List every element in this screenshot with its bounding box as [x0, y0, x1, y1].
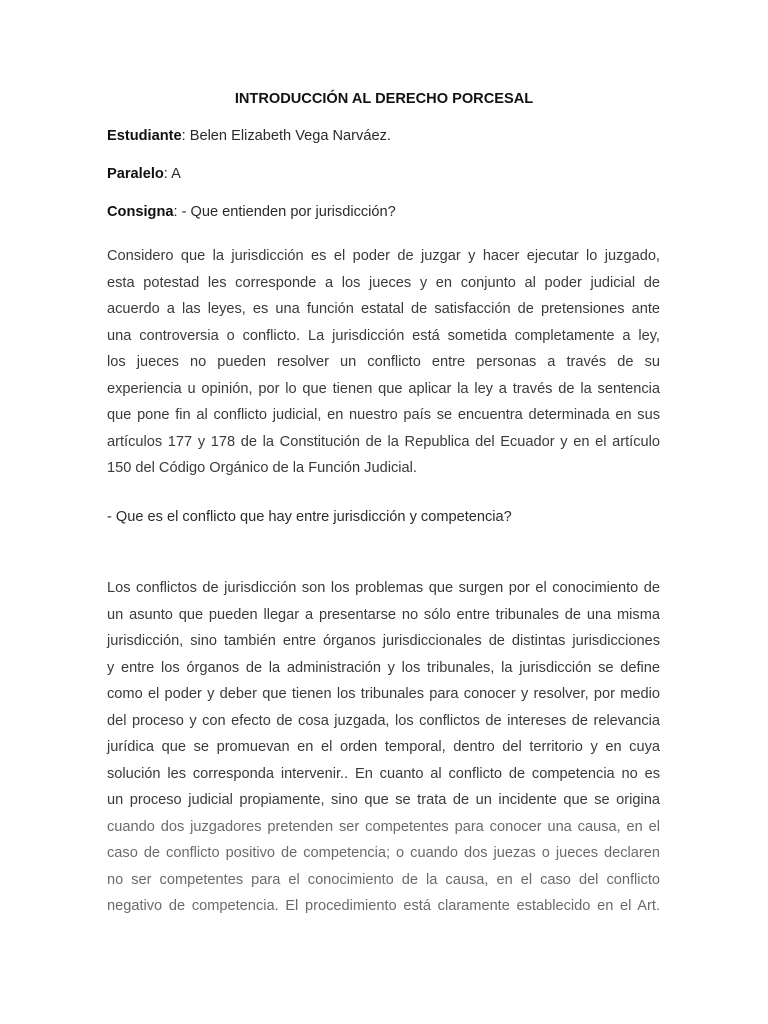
document-title: INTRODUCCIÓN AL DERECHO PORCESAL: [234, 91, 534, 107]
paragraph-line: caso de conflicto positivo de competencia; o cuando dos juezas o jueces declaren: [107, 845, 660, 861]
paragraph-line: los jueces no pueden resolver un conflicto entre personas a través de su: [107, 354, 660, 370]
paragraph-conflicto: [107, 575, 660, 920]
parallel-value: : A: [163, 166, 181, 182]
paragraph-line: experiencia u opinión, por lo que tienen que aplicar la ley a través de la sentencia: [107, 380, 660, 397]
paragraph-line: que pone fin al conflicto judicial, en nuestro país se encuentra determinada en sus: [107, 407, 660, 423]
paragraph-jurisdiccion: [107, 243, 660, 482]
paragraph-line: Considero que la jurisdicción es el poder de juzgar y hacer ejecutar lo juzgado,: [107, 248, 660, 264]
assignment-value: : - Que entienden por jurisdicción?: [173, 204, 396, 220]
assignment-label: Consigna: [107, 204, 174, 220]
paragraph-line: del proceso y con efecto de cosa juzgada, los conflictos de intereses de relevancia: [107, 712, 660, 729]
paragraph-line: solución les corresponda intervenir.. En cuanto al conflicto de competencia no es: [107, 765, 660, 782]
paragraph-line: Los conflictos de jurisdicción son los problemas que surgen por el conocimiento de: [107, 580, 660, 596]
paragraph-line: jurisdicción, sino también entre órganos jurisdiccionales de distintas jurisdicciones: [107, 633, 660, 649]
parallel-label: Paralelo: [107, 166, 164, 182]
paragraph-line: jurídica que se promuevan en el orden temporal, dentro del territorio y en cuya: [107, 739, 660, 755]
student-line: [107, 128, 391, 144]
paragraph-line: un proceso judicial propiamente, sino que se trata de un incidente que se origina: [107, 792, 660, 808]
question-conflicto: - Que es el conflicto que hay entre jurisdicción y competencia?: [107, 509, 512, 525]
student-value: : Belen Elizabeth Vega Narváez.: [181, 128, 391, 144]
paragraph-line: y entre los órganos de la administración y los tribunales, la jurisdicción se define: [107, 659, 660, 676]
paragraph-line: no ser competentes para el conocimiento de la causa, en el caso del conflicto: [107, 871, 660, 888]
paragraph-line: una controversia o conflicto. La jurisdicción está sometida completamente a ley,: [107, 327, 660, 344]
paragraph-line: artículos 177 y 178 de la Constitución de la Republica del Ecuador y en el artículo: [107, 433, 660, 450]
student-label: Estudiante: [107, 128, 182, 144]
paragraph-line: acuerdo a las leyes, es una función estatal de satisfacción de pretensiones ante: [107, 301, 660, 317]
paragraph-line: cuando dos juzgadores pretenden ser competentes para conocer una causa, en el: [107, 818, 660, 835]
paragraph-line: como el poder y deber que tienen los tribunales para conocer y resolver, por medio: [107, 686, 660, 702]
assignment-line: [107, 204, 396, 220]
paragraph-line: esta potestad les corresponde a los jueces y en conjunto al poder judicial de: [107, 274, 660, 291]
parallel-line: [107, 166, 181, 182]
paragraph-line: negativo de competencia. El procedimiento está claramente establecido en el Art.: [107, 898, 660, 914]
paragraph-line: un asunto que pueden llegar a presentarse no sólo entre tribunales de una misma: [107, 606, 660, 623]
paragraph-line: 150 del Código Orgánico de la Función Judicial.: [107, 460, 417, 476]
